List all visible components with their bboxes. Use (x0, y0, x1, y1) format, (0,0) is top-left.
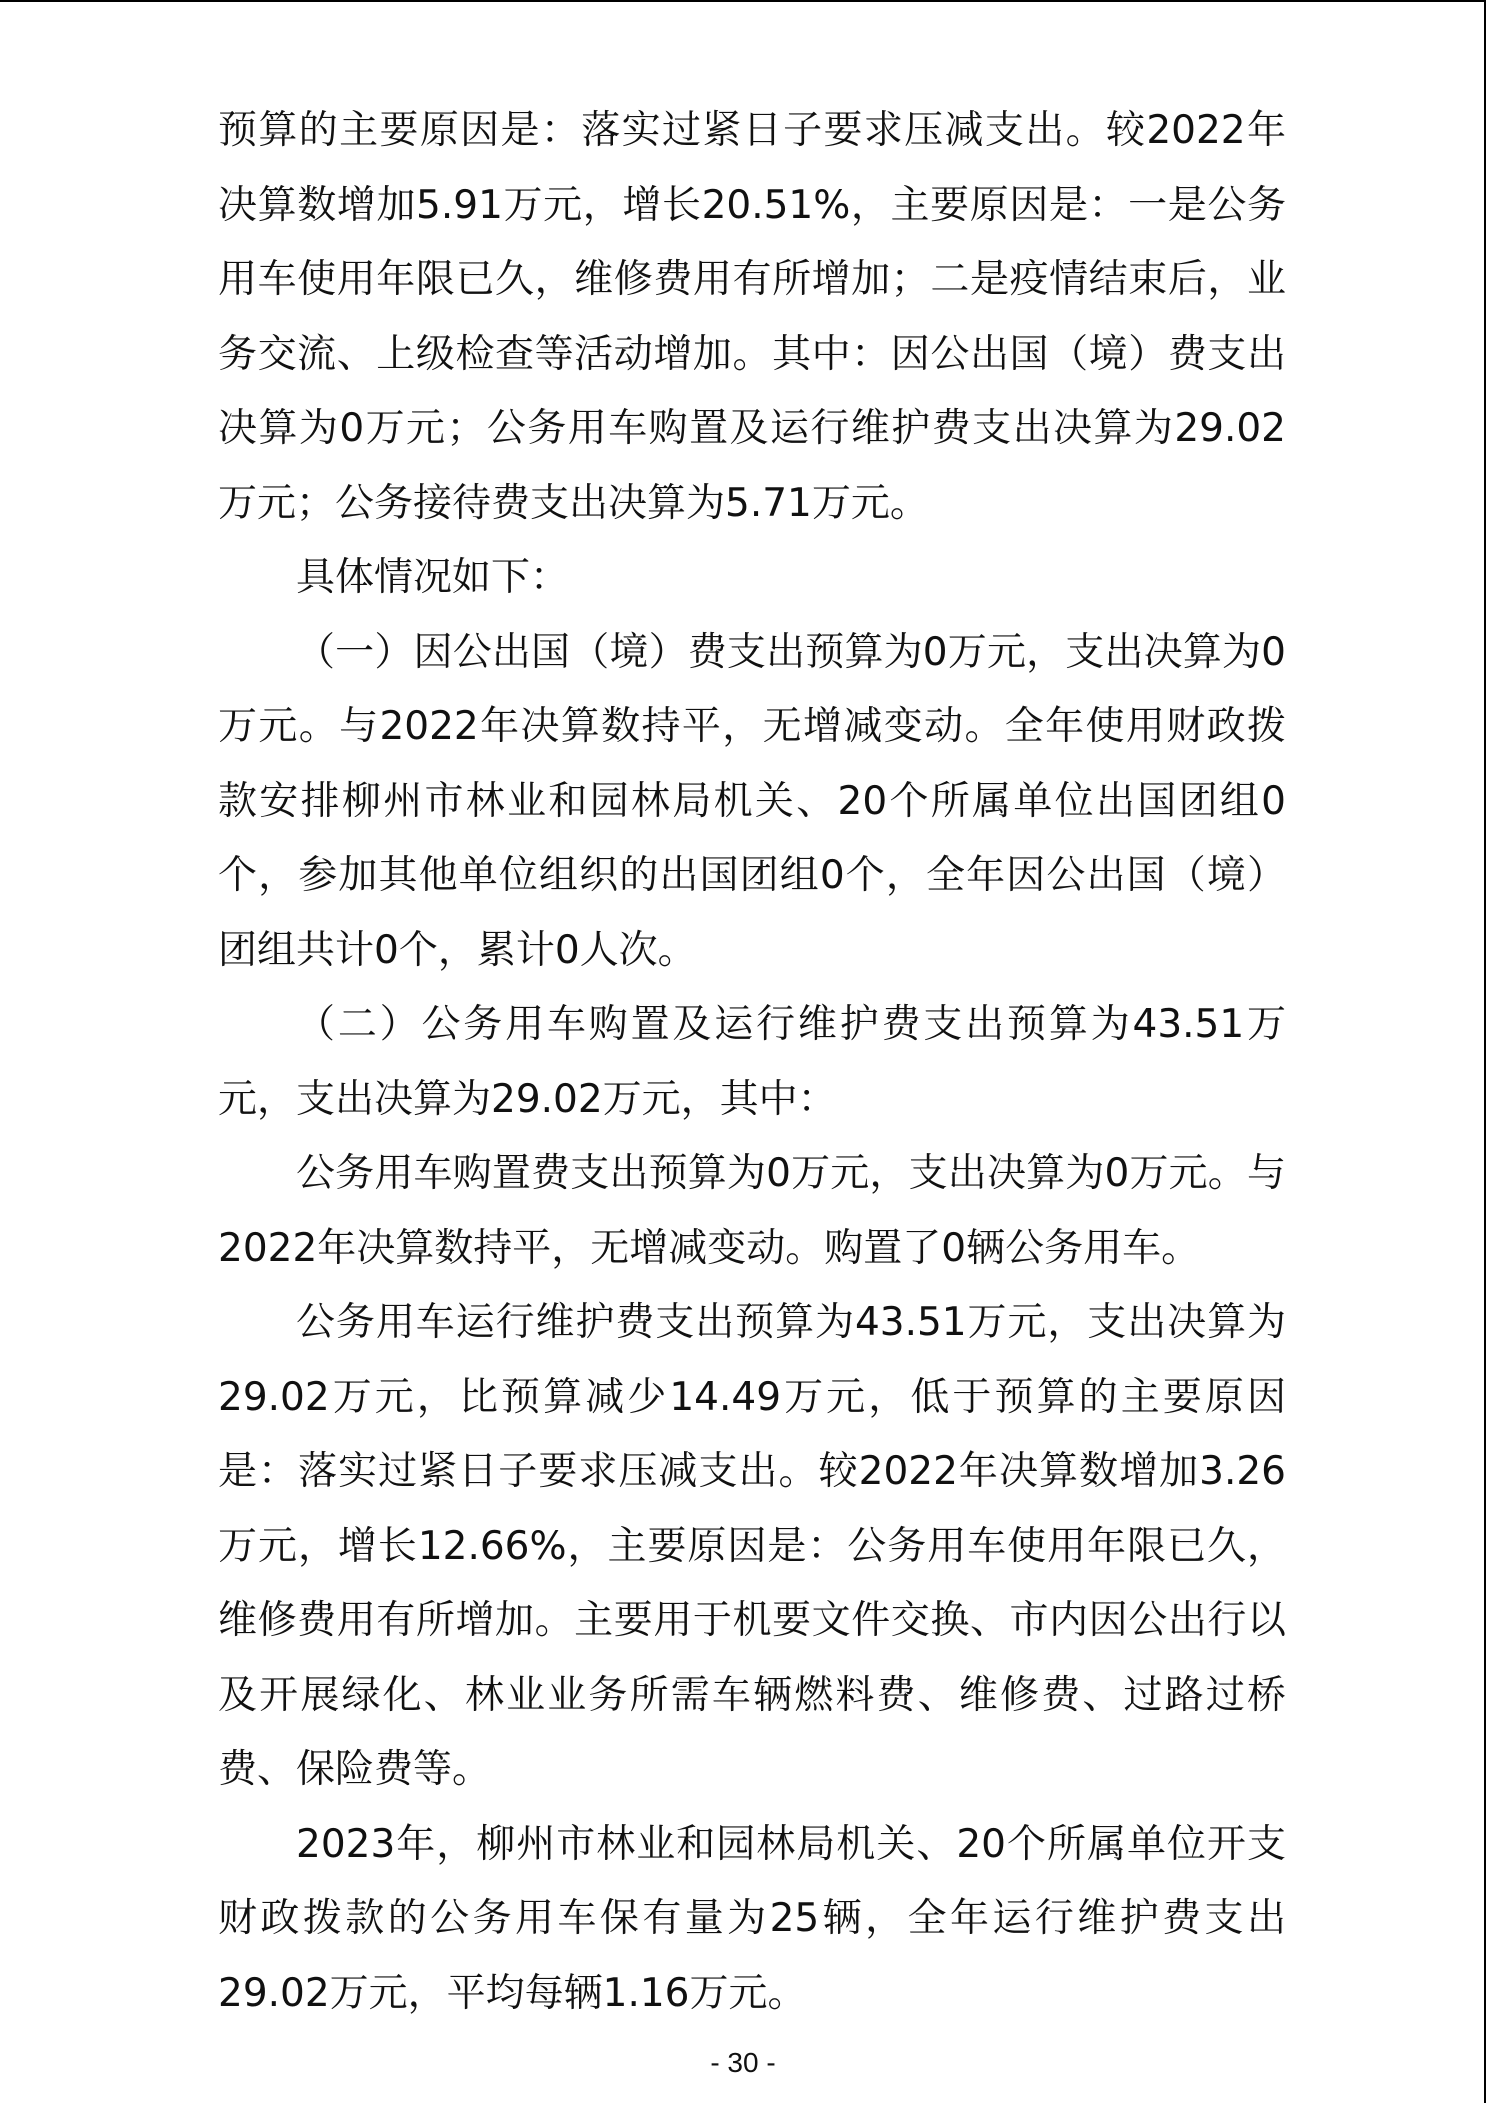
paragraph-4: （二）公务用车购置及运行维护费支出预算为43.51万元，支出决算为29.02万元，其中： (218, 1002, 1286, 1122)
paragraph-6: 公务用车运行维护费支出预算为43.51万元，支出决算为29.02万元，比预算减少14.49万元，低于预算的主要原因是：落实过紧日子要求压减支出。较2022年决算数增加3.26万元，增长12.66%，主要原因是：公务用车使用年限已久，维修费用有所增加。主要用于机要文件交换、市内因公出行以及开展绿化、林业业务所需车辆燃料费、维修费、过路过桥费、保险费等。 (218, 1300, 1286, 1792)
page-number: - 30 - (710, 2047, 776, 2078)
body-text (218, 94, 1286, 2031)
paragraph-1: 预算的主要原因是：落实过紧日子要求压减支出。较2022年决算数增加5.91万元，增长20.51%，主要原因是：一是公务用车使用年限已久，维修费用有所增加；二是疫情结束后，业务交流、上级检查等活动增加。其中：因公出国（境）费支出决算为0万元；公务用车购置及运行维护费支出决算为29.02万元；公务接待费支出决算为5.71万元。 (218, 108, 1286, 526)
paragraph-2: 具体情况如下： (296, 555, 570, 600)
paragraph-5: 公务用车购置费支出预算为0万元，支出决算为0万元。与2022年决算数持平，无增减变动。购置了0辆公务用车。 (218, 1151, 1286, 1271)
paragraph-3: （一）因公出国（境）费支出预算为0万元，支出决算为0万元。与2022年决算数持平，无增减变动。全年使用财政拨款安排柳州市林业和园林局机关、20个所属单位出国团组0个，参加其他单位组织的出国团组0个，全年因公出国（境）团组共计0个，累计0人次。 (218, 629, 1286, 973)
paragraph-7: 2023年，柳州市林业和园林局机关、20个所属单位开支财政拨款的公务用车保有量为25辆，全年运行维护费支出29.02万元，平均每辆1.16万元。 (218, 1821, 1286, 2016)
